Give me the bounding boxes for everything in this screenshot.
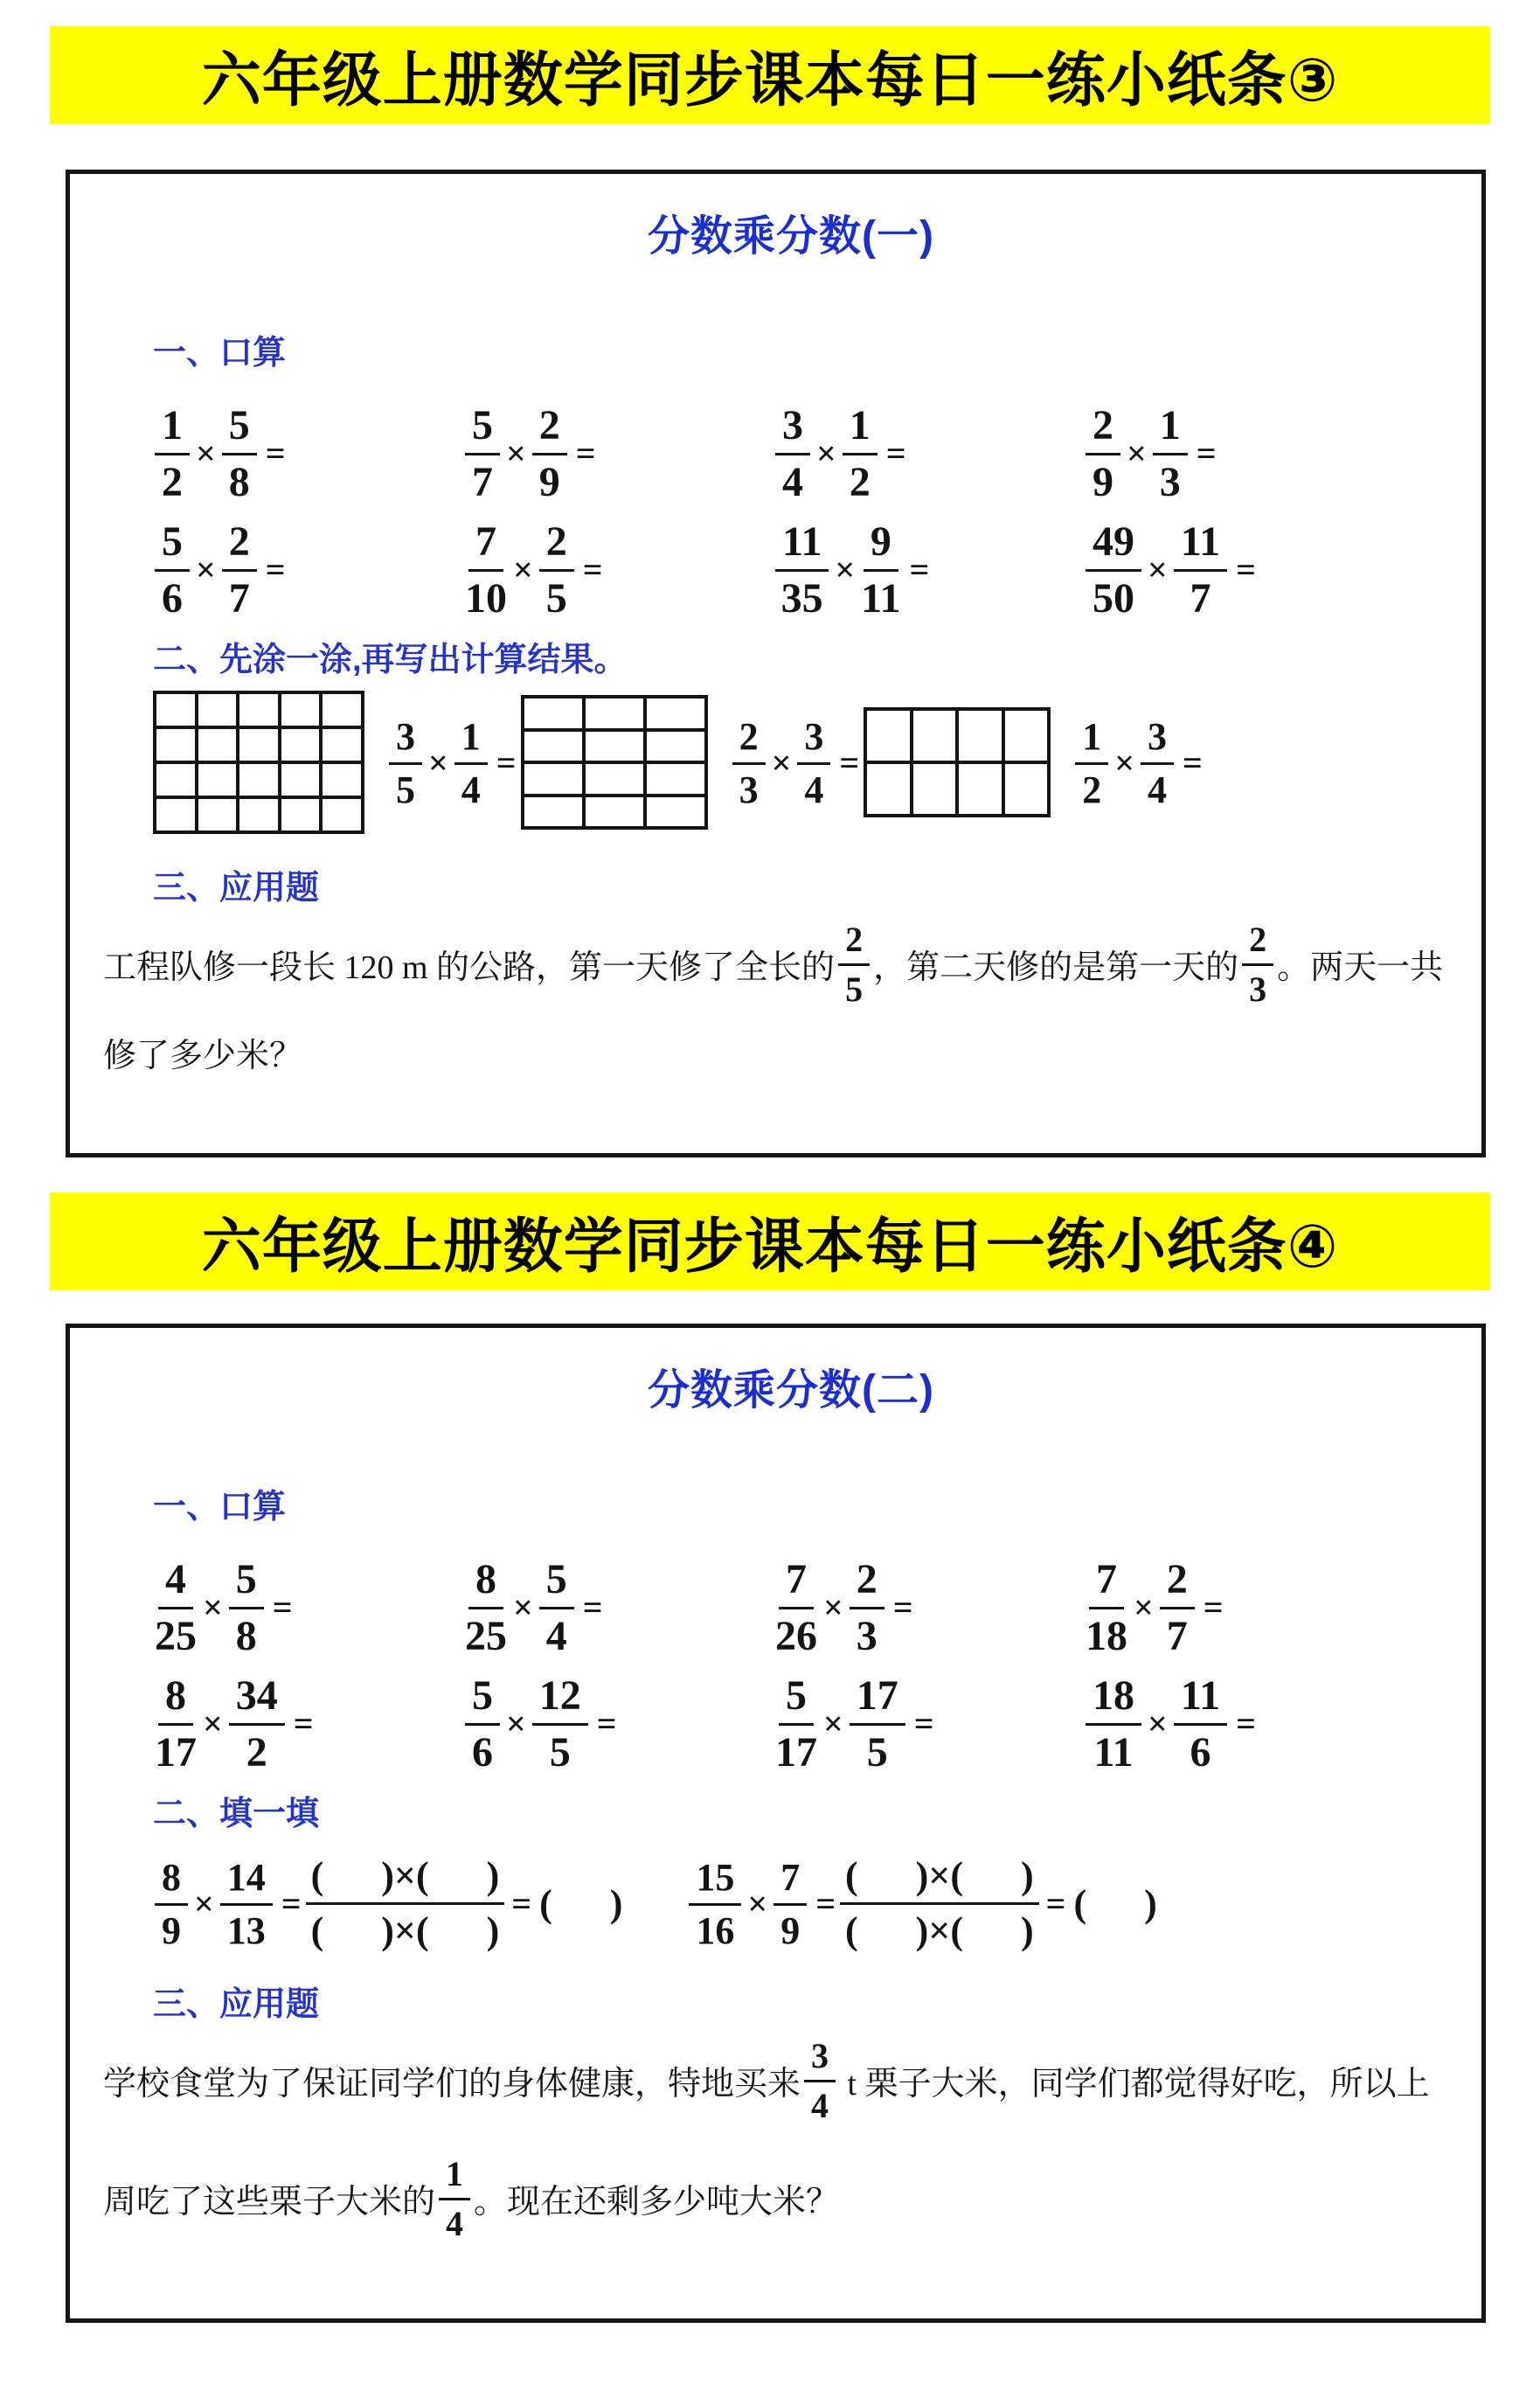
section-heading-fill: 二、填一填 (153, 1796, 320, 1832)
fraction-problem (463, 403, 773, 504)
grid-cell (645, 796, 706, 829)
fraction (155, 1557, 197, 1658)
section-heading-word: 三、应用题 (153, 870, 320, 907)
paint-grid (153, 691, 364, 834)
equals-sign: = (1182, 742, 1203, 782)
grid-cell (321, 797, 363, 832)
word-problem-text: 。现在还剩多少吨大米？ (474, 2184, 840, 2221)
grid-cell (197, 727, 239, 762)
equals-sign: = (1236, 1704, 1256, 1743)
fraction (850, 1557, 884, 1658)
fraction-denominator: 4 (1147, 768, 1167, 811)
fraction-numerator: 2 (532, 403, 567, 455)
fraction (1086, 403, 1120, 504)
fraction-denominator: 11 (861, 575, 901, 622)
paint-item (864, 707, 1207, 817)
fraction-numerator: 3 (804, 2037, 836, 2082)
equals-sign: = (496, 742, 517, 782)
grid-cell (280, 692, 322, 727)
fraction-denominator: 8 (228, 459, 250, 505)
fraction (439, 2155, 470, 2242)
fraction-numerator: 3 (389, 716, 422, 765)
fraction (465, 403, 500, 504)
fraction-numerator: 49 (1086, 519, 1141, 572)
grid-cell (584, 730, 645, 763)
word-problem-line (103, 1028, 1429, 1076)
sheet-4-box (66, 1324, 1486, 2323)
paint-section (153, 691, 1429, 834)
fraction-numerator: 12 (532, 1673, 588, 1726)
fraction-numerator: 8 (158, 1673, 193, 1726)
fraction-numerator: 2 (222, 519, 257, 572)
fraction-denominator: 10 (465, 575, 507, 622)
fraction-numerator: 1 (439, 2155, 470, 2200)
grid-cell (912, 762, 958, 816)
fraction-numerator: 17 (850, 1673, 905, 1726)
fraction-problem (1084, 403, 1394, 504)
fill-section (153, 1854, 1429, 1952)
grid-cell (957, 709, 1003, 762)
fraction (1086, 519, 1141, 620)
blank-result: ( ) (539, 1882, 623, 1925)
sheet-title: 分数乘分数(二) (648, 1367, 934, 1414)
fraction-numerator: 3 (775, 403, 810, 455)
banner-sheet-4: 六年级上册数学同步课本每日一练小纸条④ (50, 1192, 1490, 1290)
grid-cell (155, 762, 197, 797)
equals-sign: = (272, 1588, 293, 1627)
fraction-numerator: 1 (843, 403, 878, 455)
paint-grid (864, 707, 1051, 817)
grid-cell (912, 709, 958, 762)
fraction-problem (153, 1557, 463, 1658)
grid-cell (197, 692, 239, 727)
times-sign: × (196, 550, 216, 589)
equals-sign: = (892, 1588, 913, 1627)
fraction (850, 1673, 905, 1774)
fraction-numerator: 15 (689, 1857, 741, 1906)
fraction (539, 1557, 574, 1658)
fill-problem (687, 1854, 1157, 1952)
fraction-numerator: 9 (864, 519, 898, 572)
fraction-problem (153, 1673, 463, 1774)
fraction-denominator: 2 (1082, 768, 1102, 811)
fraction-problem (463, 519, 773, 620)
fraction-numerator: 7 (468, 519, 503, 572)
grid-cell (197, 762, 239, 797)
fraction-numerator: 5 (222, 403, 257, 455)
fraction-denominator: 5 (845, 970, 864, 1009)
grid-cell (865, 709, 912, 762)
fraction-numerator: 7 (773, 1857, 807, 1906)
times-sign: × (816, 434, 836, 473)
fraction-numerator: 4 (158, 1557, 193, 1609)
fraction-numerator: 14 (220, 1857, 273, 1906)
fraction (732, 716, 766, 810)
fraction-denominator: 5 (866, 1729, 888, 1776)
fraction-problem (773, 1557, 1084, 1658)
word-problem-line (103, 920, 1444, 1009)
times-sign: × (771, 742, 792, 782)
fraction-denominator: 2 (849, 459, 871, 505)
times-sign: × (513, 550, 533, 589)
fraction-denominator: 5 (396, 768, 415, 811)
grid-cell (523, 762, 584, 796)
fraction (1086, 1673, 1141, 1774)
section-heading-word: 三、应用题 (153, 1986, 320, 2023)
fraction (465, 1673, 500, 1774)
fraction-numerator: 2 (539, 519, 574, 572)
word-problem-text: 工程队修一段长 120 m 的公路，第一天修了全长的 (103, 949, 836, 986)
fraction-problem (731, 716, 864, 810)
fraction-denominator: 9 (538, 459, 560, 505)
fraction-denominator: 26 (775, 1613, 817, 1659)
fraction-numerator: 2 (850, 1557, 884, 1609)
fraction (843, 403, 878, 504)
fraction-numerator: 11 (1174, 519, 1227, 572)
fraction-numerator: 34 (229, 1673, 285, 1726)
fraction (1141, 716, 1174, 810)
equals-sign: = (1196, 434, 1217, 473)
fraction-denominator: 4 (446, 2204, 464, 2243)
sheet-title: 分数乘分数(一) (648, 213, 934, 260)
grid-cell (238, 797, 280, 832)
fraction-denominator: 16 (696, 1909, 735, 1952)
blank-fraction (306, 1854, 505, 1952)
fraction-denominator: 4 (804, 768, 824, 811)
fraction-numerator: 5 (539, 1557, 574, 1609)
fraction-denominator: 2 (246, 1729, 267, 1776)
equals-sign: = (909, 550, 930, 589)
grid-cell (238, 727, 280, 762)
fraction (155, 1857, 188, 1950)
grid-cell (584, 762, 645, 796)
fraction (465, 1557, 507, 1658)
fraction (1086, 1557, 1127, 1658)
times-sign: × (823, 1704, 843, 1743)
grid-cell (155, 692, 197, 727)
grid-cell (1003, 709, 1050, 762)
fraction-problem (773, 519, 1084, 620)
fraction-denominator: 4 (461, 768, 481, 811)
fraction-denominator: 5 (545, 575, 567, 622)
times-sign: × (203, 1588, 223, 1627)
fraction (1174, 519, 1227, 620)
equals-sign: = (885, 434, 906, 473)
blank-numerator: ( )×( ) (306, 1857, 505, 1905)
fraction (1075, 716, 1108, 810)
grid-cell (197, 797, 239, 832)
fraction (229, 1673, 285, 1774)
blank-result: ( ) (1073, 1882, 1157, 1925)
fraction-numerator: 8 (468, 1557, 503, 1609)
fraction (1160, 1557, 1195, 1658)
banner-sheet-3: 六年级上册数学同步课本每日一练小纸条③ (50, 26, 1490, 124)
fraction (689, 1857, 741, 1950)
fraction-denominator: 9 (162, 1909, 181, 1952)
fraction-problem (1073, 716, 1207, 810)
fraction (155, 519, 190, 620)
equals-sign: = (1203, 1588, 1224, 1627)
times-sign: × (747, 1884, 768, 1923)
times-sign: × (1114, 742, 1134, 782)
fraction (220, 1857, 273, 1950)
fraction (797, 716, 830, 810)
fraction-numerator: 1 (454, 716, 488, 765)
oral-problems (153, 1557, 1394, 1774)
fraction (775, 1673, 817, 1774)
sheet-3-box (66, 170, 1486, 1157)
equals-sign: = (913, 1704, 934, 1743)
grid-cell (155, 797, 197, 832)
equals-sign: = (575, 434, 596, 473)
paint-item (153, 691, 521, 834)
fraction (155, 1673, 197, 1774)
times-sign: × (506, 434, 526, 473)
fraction (222, 403, 257, 504)
fraction-denominator: 6 (162, 575, 183, 622)
blank-denominator: ( )×( ) (844, 1909, 1034, 1952)
times-sign: × (823, 1588, 843, 1627)
fraction-numerator: 2 (1242, 921, 1273, 966)
fill-problem (153, 1854, 623, 1952)
fraction (222, 519, 257, 620)
worksheet-page (0, 26, 1540, 2323)
grid-cell (584, 697, 645, 730)
times-sign: × (1127, 434, 1147, 473)
fraction-numerator: 5 (155, 519, 190, 572)
fraction (454, 716, 488, 810)
equals-sign: = (582, 1588, 603, 1627)
fraction-problem (463, 1673, 773, 1774)
equals-sign: = (293, 1704, 314, 1743)
fraction-denominator: 9 (780, 1909, 801, 1952)
grid-cell (155, 727, 197, 762)
grid-cell (280, 727, 322, 762)
fraction (861, 519, 900, 620)
grid-cell (321, 762, 363, 797)
word-problem-line (103, 2037, 1429, 2123)
section-heading-paint: 二、先涂一涂,再写出计算结果。 (153, 642, 628, 678)
times-sign: × (428, 742, 448, 782)
fraction-denominator: 6 (1190, 1729, 1211, 1776)
fraction-numerator: 2 (1160, 1557, 1195, 1609)
fraction-denominator: 9 (1093, 459, 1113, 505)
fraction-numerator: 1 (1153, 403, 1188, 455)
fraction-denominator: 17 (155, 1729, 197, 1776)
oral-problems (153, 403, 1394, 620)
grid-cell (523, 796, 584, 829)
fraction-denominator: 2 (162, 459, 183, 505)
grid-cell (645, 762, 706, 796)
fraction (1153, 403, 1188, 504)
grid-cell (238, 762, 280, 797)
word-problem-text: 周吃了这些栗子大米的 (103, 2184, 436, 2221)
fraction-problem (1084, 519, 1394, 620)
paint-grid (521, 695, 708, 830)
fraction-denominator: 3 (1249, 970, 1267, 1009)
fraction-numerator: 5 (465, 403, 500, 455)
fraction-problem (153, 403, 463, 504)
word-problem-text: 。两天一共 (1277, 949, 1444, 986)
fraction (804, 2037, 836, 2123)
section-heading-oral: 一、口算 (153, 1489, 287, 1526)
word-problem-text: t 栗子大米，同学们都觉得好吃，所以上 (839, 2066, 1430, 2103)
equals-sign: = (839, 742, 860, 782)
blank-denominator: ( )×( ) (310, 1909, 500, 1952)
grid-cell (523, 730, 584, 763)
fraction-denominator: 50 (1093, 575, 1134, 622)
fraction-denominator: 7 (472, 459, 493, 505)
times-sign: × (203, 1704, 223, 1743)
equals-sign: = (265, 434, 286, 473)
grid-cell (523, 697, 584, 730)
equals-sign: = (281, 1884, 302, 1923)
grid-cell (280, 797, 322, 832)
fraction-numerator: 8 (155, 1857, 188, 1906)
fraction-numerator: 11 (1174, 1673, 1227, 1726)
fraction-numerator: 1 (155, 403, 190, 455)
word-problem-text: ，第二天修的是第一天的 (873, 949, 1239, 986)
equals-sign: = (1045, 1884, 1066, 1923)
fraction-denominator: 11 (1093, 1729, 1134, 1776)
fraction-denominator: 8 (235, 1613, 257, 1659)
fraction-denominator: 6 (472, 1729, 493, 1776)
fraction-denominator: 3 (739, 768, 759, 811)
fraction-problem (1084, 1673, 1394, 1774)
grid-cell (584, 796, 645, 829)
equals-sign: = (1236, 550, 1256, 589)
fraction (539, 519, 574, 620)
word-problem-line (103, 2155, 1429, 2242)
fraction-denominator: 4 (545, 1613, 567, 1659)
fraction-numerator: 1 (1075, 716, 1108, 765)
grid-cell (321, 692, 363, 727)
fraction-problem (773, 1673, 1084, 1774)
fraction-denominator: 17 (775, 1729, 817, 1776)
times-sign: × (506, 1704, 526, 1743)
times-sign: × (1148, 550, 1168, 589)
times-sign: × (1134, 1588, 1154, 1627)
equals-sign: = (582, 550, 603, 589)
fraction (773, 1857, 807, 1950)
fraction (155, 403, 190, 504)
fraction-denominator: 7 (1190, 575, 1211, 622)
fraction-numerator: 3 (1141, 716, 1174, 765)
fraction (465, 519, 507, 620)
fraction-problem (153, 519, 463, 620)
fraction-denominator: 13 (226, 1909, 266, 1952)
fraction-denominator: 3 (1159, 459, 1181, 505)
word-problem-text: 修了多少米？ (103, 1038, 303, 1074)
fraction (532, 403, 567, 504)
fraction-denominator: 7 (228, 575, 250, 622)
grid-cell (280, 762, 322, 797)
fraction-problem (387, 716, 521, 810)
fraction (838, 921, 870, 1007)
fraction (1174, 1673, 1227, 1774)
blank-numerator: ( )×( ) (840, 1857, 1039, 1905)
fraction-numerator: 2 (838, 921, 870, 966)
fraction-numerator: 3 (797, 716, 830, 765)
times-sign: × (1148, 1704, 1168, 1743)
word-problem-text: 学校食堂为了保证同学们的身体健康，特地买来 (103, 2066, 801, 2103)
grid-cell (321, 727, 363, 762)
fraction-problem (773, 403, 1084, 504)
fraction-numerator: 5 (779, 1673, 814, 1726)
fraction-numerator: 18 (1086, 1673, 1141, 1726)
times-sign: × (513, 1588, 533, 1627)
blank-fraction (840, 1854, 1039, 1952)
paint-item (521, 695, 864, 830)
fraction (775, 519, 829, 620)
fraction-problem (463, 1557, 773, 1658)
fraction-denominator: 4 (811, 2086, 829, 2125)
equals-sign: = (596, 1704, 617, 1743)
grid-cell (645, 730, 706, 763)
grid-cell (645, 697, 706, 730)
fraction-denominator: 35 (780, 575, 823, 622)
section-heading-oral: 一、口算 (153, 335, 287, 372)
fraction (775, 403, 810, 504)
grid-cell (1003, 762, 1050, 816)
fraction (775, 1557, 817, 1658)
fraction-numerator: 11 (775, 519, 829, 572)
times-sign: × (196, 434, 216, 473)
fraction-numerator: 5 (465, 1673, 500, 1726)
fraction (229, 1557, 264, 1658)
equals-sign: = (511, 1884, 532, 1923)
fraction (1242, 921, 1273, 1007)
fraction-numerator: 7 (1089, 1557, 1124, 1609)
fraction-denominator: 3 (856, 1613, 878, 1659)
times-sign: × (194, 1884, 214, 1923)
fraction-denominator: 25 (465, 1613, 507, 1659)
grid-cell (238, 692, 280, 727)
grid-cell (957, 762, 1003, 816)
fraction-problem (1084, 1557, 1394, 1658)
equals-sign: = (815, 1884, 836, 1923)
times-sign: × (835, 550, 856, 589)
grid-cell (865, 762, 912, 816)
fraction-numerator: 5 (229, 1557, 264, 1609)
fraction-denominator: 18 (1086, 1613, 1127, 1659)
fraction-numerator: 7 (779, 1557, 814, 1609)
fraction-denominator: 4 (782, 459, 803, 505)
fraction (532, 1673, 588, 1774)
fraction-denominator: 25 (155, 1613, 197, 1659)
fraction (389, 716, 422, 810)
fraction-numerator: 2 (732, 716, 766, 765)
equals-sign: = (265, 550, 286, 589)
fraction-denominator: 7 (1166, 1613, 1188, 1659)
fraction-denominator: 5 (549, 1729, 571, 1776)
fraction-numerator: 2 (1086, 403, 1120, 455)
